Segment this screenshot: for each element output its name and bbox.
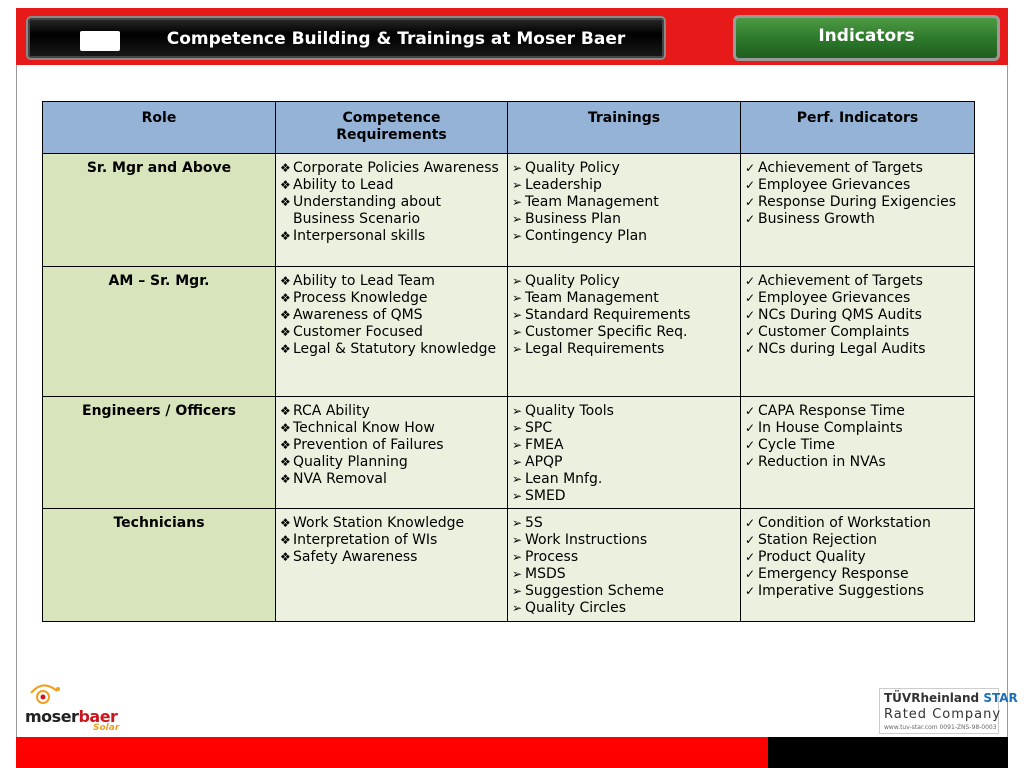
- list-item-text: Quality Policy: [525, 273, 620, 289]
- title-bar: [26, 16, 666, 60]
- tuv-logo-line3: www.tuv-star.com 0091-ZNS-98-0003: [884, 724, 997, 731]
- list-item: [745, 420, 970, 437]
- list-item: [745, 290, 970, 307]
- list-item: [512, 403, 736, 420]
- list-item: [745, 532, 970, 549]
- tuv-logo-brand: TÜVRheinland: [884, 691, 980, 705]
- trainings-bullet-icon: ➢: [512, 404, 523, 418]
- indicators-bullet-icon: ✓: [745, 455, 756, 469]
- indicators-bullet-icon: ✓: [745, 533, 756, 547]
- column-header-trainings: Trainings: [508, 102, 741, 154]
- indicators-bullet-icon: ✓: [745, 291, 756, 305]
- trainings-bullet-icon: ➢: [512, 229, 523, 243]
- list-item-text: 5S: [525, 515, 543, 531]
- trainings-bullet-icon: ➢: [512, 421, 523, 435]
- trainings-bullet-icon: ➢: [512, 584, 523, 598]
- list-item-text: Achievement of Targets: [758, 273, 923, 289]
- list-item-text: Condition of Workstation: [758, 515, 931, 531]
- list-item-text: SMED: [525, 488, 566, 504]
- indicators-button[interactable]: [733, 15, 1000, 61]
- list-item-text: NCs during Legal Audits: [758, 341, 926, 357]
- list-item: [745, 194, 970, 211]
- competence-bullet-icon: ❖: [280, 291, 291, 305]
- list-item-text: Corporate Policies Awareness: [293, 160, 499, 176]
- list-item-text: Station Rejection: [758, 532, 877, 548]
- page-title: Competence Building & Trainings at Moser Baer: [166, 29, 626, 49]
- list-item: [512, 454, 736, 471]
- list-item: [745, 437, 970, 454]
- trainings-bullet-icon: ➢: [512, 567, 523, 581]
- list-item-text: MSDS: [525, 566, 566, 582]
- list-item: [512, 228, 736, 245]
- list-item-text: Lean Mnfg.: [525, 471, 603, 487]
- list-item: [280, 549, 503, 566]
- trainings-bullet-icon: ➢: [512, 455, 523, 469]
- list-item-text: SPC: [525, 420, 553, 436]
- trainings-bullet-icon: ➢: [512, 516, 523, 530]
- list-item-text: Contingency Plan: [525, 228, 648, 244]
- trainings-list: [512, 515, 736, 617]
- moserbaer-logo: [25, 683, 135, 733]
- list-item-text: Business Growth: [758, 211, 875, 227]
- trainings-bullet-icon: ➢: [512, 325, 523, 339]
- list-item-text: Interpretation of WIs: [293, 532, 438, 548]
- trainings-bullet-icon: ➢: [512, 178, 523, 192]
- column-header-role: Role: [43, 102, 276, 154]
- list-item-text: Team Management: [525, 194, 659, 210]
- trainings-bullet-icon: ➢: [512, 472, 523, 486]
- list-item: [745, 566, 970, 583]
- indicators-cell: [741, 154, 975, 267]
- indicators-bullet-icon: ✓: [745, 212, 756, 226]
- list-item: [745, 454, 970, 471]
- list-item-text: FMEA: [525, 437, 564, 453]
- list-item-text: Imperative Suggestions: [758, 583, 924, 599]
- competence-bullet-icon: ❖: [280, 274, 291, 288]
- indicators-list: [745, 515, 970, 600]
- list-item: [280, 194, 503, 228]
- indicators-bullet-icon: ✓: [745, 567, 756, 581]
- list-item: [512, 515, 736, 532]
- competence-cell: [276, 154, 508, 267]
- list-item: [512, 600, 736, 617]
- trainings-bullet-icon: ➢: [512, 274, 523, 288]
- indicators-cell: [741, 397, 975, 509]
- list-item: [280, 290, 503, 307]
- list-item: [512, 324, 736, 341]
- list-item: [280, 420, 503, 437]
- list-item: [745, 160, 970, 177]
- list-item-text: NCs During QMS Audits: [758, 307, 922, 323]
- indicators-bullet-icon: ✓: [745, 342, 756, 356]
- list-item-text: Employee Grievances: [758, 177, 911, 193]
- list-item: [280, 515, 503, 532]
- trainings-bullet-icon: ➢: [512, 438, 523, 452]
- list-item: [280, 403, 503, 420]
- table-header-row: [43, 102, 975, 154]
- indicators-bullet-icon: ✓: [745, 325, 756, 339]
- list-item-text: Prevention of Failures: [293, 437, 444, 453]
- list-item: [745, 583, 970, 600]
- trainings-cell: [508, 267, 741, 397]
- list-item: [512, 194, 736, 211]
- indicators-bullet-icon: ✓: [745, 308, 756, 322]
- list-item: [512, 211, 736, 228]
- role-cell: Engineers / Officers: [43, 397, 276, 509]
- list-item-text: Customer Specific Req.: [525, 324, 688, 340]
- list-item: [745, 324, 970, 341]
- competence-list: [280, 160, 503, 245]
- list-item: [280, 160, 503, 177]
- list-item-text: Business Plan: [525, 211, 621, 227]
- indicators-list: [745, 273, 970, 358]
- trainings-bullet-icon: ➢: [512, 550, 523, 564]
- competence-bullet-icon: ❖: [280, 472, 291, 486]
- indicators-bullet-icon: ✓: [745, 161, 756, 175]
- list-item-text: RCA Ability: [293, 403, 370, 419]
- indicators-list: [745, 403, 970, 471]
- list-item-text: Standard Requirements: [525, 307, 691, 323]
- table-row: [43, 509, 975, 622]
- indicators-cell: [741, 509, 975, 622]
- trainings-cell: [508, 509, 741, 622]
- tuv-logo-line2: Rated Company: [884, 707, 1002, 722]
- logo-wordmark-b: baer: [78, 707, 118, 726]
- list-item: [280, 532, 503, 549]
- list-item: [280, 273, 503, 290]
- indicators-cell: [741, 267, 975, 397]
- indicators-bullet-icon: ✓: [745, 584, 756, 598]
- list-item: [512, 437, 736, 454]
- table-row: [43, 397, 975, 509]
- list-item-text: Response During Exigencies: [758, 194, 957, 210]
- list-item: [512, 471, 736, 488]
- list-item-text: Work Station Knowledge: [293, 515, 465, 531]
- trainings-bullet-icon: ➢: [512, 489, 523, 503]
- list-item: [512, 290, 736, 307]
- trainings-bullet-icon: ➢: [512, 291, 523, 305]
- indicators-bullet-icon: ✓: [745, 404, 756, 418]
- list-item-text: Cycle Time: [758, 437, 835, 453]
- indicators-bullet-icon: ✓: [745, 421, 756, 435]
- indicators-bullet-icon: ✓: [745, 550, 756, 564]
- list-item-text: Ability to Lead: [293, 177, 394, 193]
- competence-bullet-icon: ❖: [280, 308, 291, 322]
- list-item: [512, 307, 736, 324]
- table-row: [43, 154, 975, 267]
- competence-bullet-icon: ❖: [280, 195, 291, 209]
- indicators-bullet-icon: ✓: [745, 195, 756, 209]
- trainings-bullet-icon: ➢: [512, 195, 523, 209]
- competence-bullet-icon: ❖: [280, 161, 291, 175]
- trainings-bullet-icon: ➢: [512, 212, 523, 226]
- role-cell: AM – Sr. Mgr.: [43, 267, 276, 397]
- list-item-text: Technical Know How: [293, 420, 435, 436]
- list-item: [512, 566, 736, 583]
- trainings-bullet-icon: ➢: [512, 601, 523, 615]
- table-body: [43, 154, 975, 622]
- list-item: [280, 177, 503, 194]
- competence-bullet-icon: ❖: [280, 404, 291, 418]
- logo-wordmark-a: moser: [25, 707, 79, 726]
- list-item-text: Awareness of QMS: [293, 307, 423, 323]
- list-item-text: Understanding about Business Scenario: [293, 194, 441, 227]
- competence-bullet-icon: ❖: [280, 455, 291, 469]
- list-item: [512, 273, 736, 290]
- list-item-text: Team Management: [525, 290, 659, 306]
- indicators-label: Indicators: [818, 26, 915, 46]
- competence-table: [42, 101, 975, 622]
- list-item-text: Emergency Response: [758, 566, 909, 582]
- trainings-list: [512, 273, 736, 358]
- list-item-text: Process: [525, 549, 579, 565]
- list-item: [280, 437, 503, 454]
- list-item-text: Work Instructions: [525, 532, 648, 548]
- list-item-text: Quality Tools: [525, 403, 614, 419]
- sun-logo-icon: [25, 683, 65, 709]
- trainings-bullet-icon: ➢: [512, 533, 523, 547]
- bottom-red-bar: [16, 737, 768, 768]
- list-item-text: Legal Requirements: [525, 341, 665, 357]
- list-item: [280, 341, 503, 358]
- list-item-text: Reduction in NVAs: [758, 454, 886, 470]
- trainings-list: [512, 160, 736, 245]
- competence-cell: [276, 267, 508, 397]
- role-cell: Sr. Mgr and Above: [43, 154, 276, 267]
- list-item: [512, 583, 736, 600]
- competence-list: [280, 515, 503, 566]
- bottom-black-bar: [768, 737, 1008, 768]
- list-item-text: APQP: [525, 454, 563, 470]
- list-item: [512, 160, 736, 177]
- list-item: [280, 307, 503, 324]
- competence-bullet-icon: ❖: [280, 178, 291, 192]
- list-item: [512, 420, 736, 437]
- indicators-list: [745, 160, 970, 228]
- indicators-bullet-icon: ✓: [745, 516, 756, 530]
- trainings-bullet-icon: ➢: [512, 161, 523, 175]
- table-row: [43, 267, 975, 397]
- title-pill: [80, 31, 120, 51]
- list-item: [512, 532, 736, 549]
- column-header-competence-label: Competence Requirements: [336, 110, 447, 143]
- list-item: [512, 341, 736, 358]
- list-item-text: Ability to Lead Team: [293, 273, 435, 289]
- list-item: [745, 307, 970, 324]
- list-item-text: CAPA Response Time: [758, 403, 905, 419]
- list-item: [745, 273, 970, 290]
- indicators-bullet-icon: ✓: [745, 274, 756, 288]
- list-item: [745, 341, 970, 358]
- tuv-logo-star: STAR: [983, 691, 1018, 705]
- list-item-text: Quality Circles: [525, 600, 627, 616]
- column-header-indicators: Perf. Indicators: [741, 102, 975, 154]
- list-item-text: In House Complaints: [758, 420, 903, 436]
- list-item: [280, 324, 503, 341]
- list-item-text: Process Knowledge: [293, 290, 428, 306]
- list-item: [745, 177, 970, 194]
- list-item-text: NVA Removal: [293, 471, 387, 487]
- list-item-text: Employee Grievances: [758, 290, 911, 306]
- logo-sub: Solar: [93, 723, 120, 733]
- list-item-text: Interpersonal skills: [293, 228, 426, 244]
- list-item-text: Product Quality: [758, 549, 866, 565]
- list-item: [745, 549, 970, 566]
- list-item: [745, 403, 970, 420]
- list-item-text: Quality Planning: [293, 454, 408, 470]
- competence-bullet-icon: ❖: [280, 533, 291, 547]
- list-item: [745, 211, 970, 228]
- indicators-bullet-icon: ✓: [745, 438, 756, 452]
- list-item: [745, 515, 970, 532]
- list-item-text: Legal & Statutory knowledge: [293, 341, 497, 357]
- competence-bullet-icon: ❖: [280, 550, 291, 564]
- list-item: [512, 177, 736, 194]
- trainings-bullet-icon: ➢: [512, 308, 523, 322]
- competence-list: [280, 273, 503, 358]
- trainings-cell: [508, 397, 741, 509]
- list-item: [512, 488, 736, 505]
- list-item-text: Customer Complaints: [758, 324, 910, 340]
- competence-cell: [276, 397, 508, 509]
- list-item-text: Safety Awareness: [293, 549, 418, 565]
- competence-bullet-icon: ❖: [280, 325, 291, 339]
- trainings-list: [512, 403, 736, 505]
- trainings-bullet-icon: ➢: [512, 342, 523, 356]
- role-cell: Technicians: [43, 509, 276, 622]
- list-item-text: Suggestion Scheme: [525, 583, 665, 599]
- tuv-logo-line1: [884, 691, 1018, 705]
- indicators-bullet-icon: ✓: [745, 178, 756, 192]
- column-header-competence: [276, 102, 508, 154]
- competence-bullet-icon: ❖: [280, 516, 291, 530]
- list-item: [512, 549, 736, 566]
- list-item-text: Leadership: [525, 177, 602, 193]
- list-item: [280, 454, 503, 471]
- competence-cell: [276, 509, 508, 622]
- list-item-text: Achievement of Targets: [758, 160, 923, 176]
- list-item: [280, 471, 503, 488]
- competence-list: [280, 403, 503, 488]
- competence-bullet-icon: ❖: [280, 438, 291, 452]
- competence-bullet-icon: ❖: [280, 342, 291, 356]
- list-item: [280, 228, 503, 245]
- list-item-text: Customer Focused: [293, 324, 423, 340]
- trainings-cell: [508, 154, 741, 267]
- tuv-logo: [879, 688, 1018, 734]
- competence-bullet-icon: ❖: [280, 421, 291, 435]
- competence-bullet-icon: ❖: [280, 229, 291, 243]
- list-item-text: Quality Policy: [525, 160, 620, 176]
